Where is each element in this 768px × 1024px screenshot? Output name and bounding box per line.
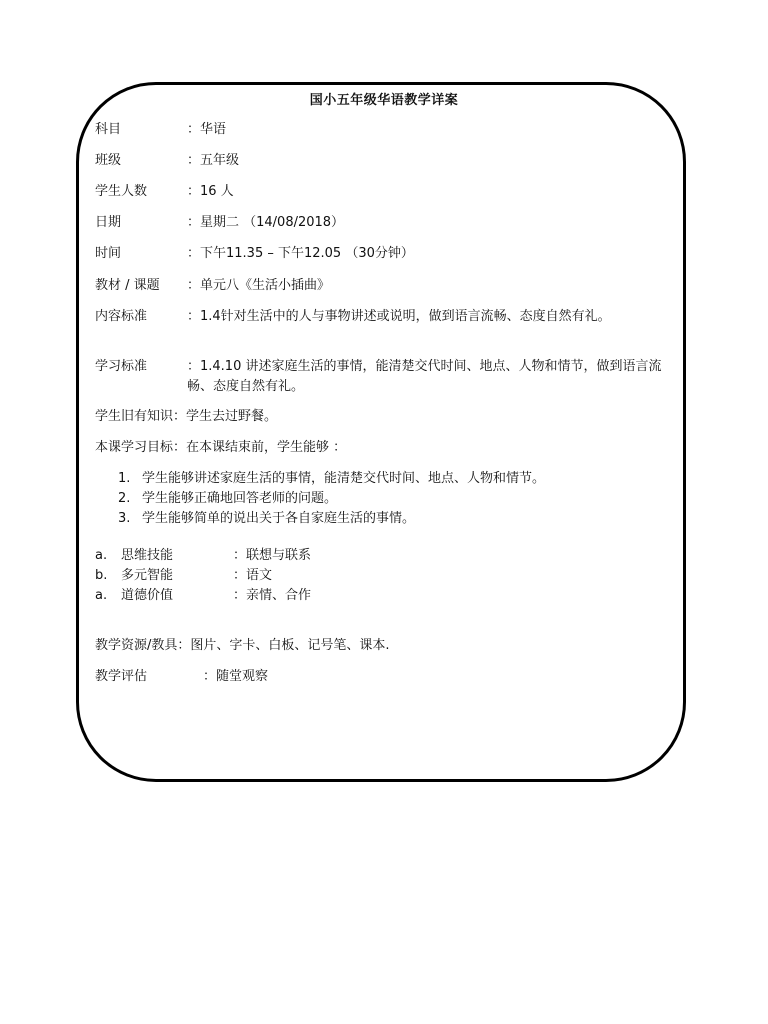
item-key: a. (95, 548, 108, 563)
item-text: 学生能够讲述家庭生活的事情，能清楚交代时间、地点、人物和情节。 (142, 471, 546, 486)
list-item (118, 469, 545, 489)
field-label: 日期 (95, 215, 122, 230)
field-label: 内容标准 (95, 309, 148, 324)
list-item (95, 586, 311, 606)
item-number: 2. (118, 491, 131, 506)
item-text: 学生能够正确地回答老师的问题。 (142, 491, 338, 506)
item-value: ：亲情、合作 (233, 588, 312, 603)
field-label: 学生人数 (95, 184, 148, 199)
item-number: 1. (118, 471, 131, 486)
field-value: ：1.4.10 讲述家庭生活的事情，能清楚交代时间、地点、人物和情节，做到语言流畅、态度自然有礼。 (187, 359, 662, 394)
prior-knowledge: 学生旧有知识：学生去过野餐。 (95, 409, 278, 424)
item-value: ：联想与联系 (233, 548, 312, 563)
item-name: 多元智能 (121, 568, 174, 583)
field-label: 科目 (95, 122, 122, 137)
field-value: ：五年级 (187, 153, 240, 168)
list-item (95, 546, 311, 566)
item-key: b. (95, 568, 108, 583)
field-value: ：星期二 （14/08/2018） (187, 215, 345, 230)
assessment-label: 教学评估 (95, 669, 148, 684)
list-item (118, 489, 545, 509)
field-label: 教材 / 课题 (95, 278, 160, 293)
list-item (95, 566, 311, 586)
item-key: a. (95, 588, 108, 603)
item-text: 学生能够简单的说出关于各自家庭生活的事情。 (142, 511, 416, 526)
field-value: ：华语 (187, 122, 227, 137)
objectives-heading: 本课学习目标：在本课结束前，学生能够 ： (95, 440, 347, 455)
list-item (118, 509, 545, 529)
item-number: 3. (118, 511, 131, 526)
teaching-resources: 教学资源/教具：图片、字卡、白板、记号笔、课本. (95, 638, 390, 653)
field-value: ：单元八《生活小插曲》 (187, 278, 331, 293)
page-title: 国小五年级华语教学详案 (309, 93, 459, 108)
item-value: ：语文 (233, 568, 273, 583)
elements-list (95, 546, 311, 606)
field-label: 学习标准 (95, 359, 148, 374)
item-name: 思维技能 (121, 548, 174, 563)
field-label: 班级 (95, 153, 122, 168)
field-label: 时间 (95, 246, 122, 261)
item-name: 道德价值 (121, 588, 174, 603)
field-value: ：16 人 (187, 184, 234, 199)
objectives-list (118, 469, 545, 529)
assessment-value: ：随堂观察 (203, 669, 269, 684)
field-value: ：1.4针对生活中的人与事物讲述或说明，做到语言流畅、态度自然有礼。 (187, 309, 611, 324)
field-value: ：下午11.35 – 下午12.05 （30分钟） (187, 246, 414, 261)
